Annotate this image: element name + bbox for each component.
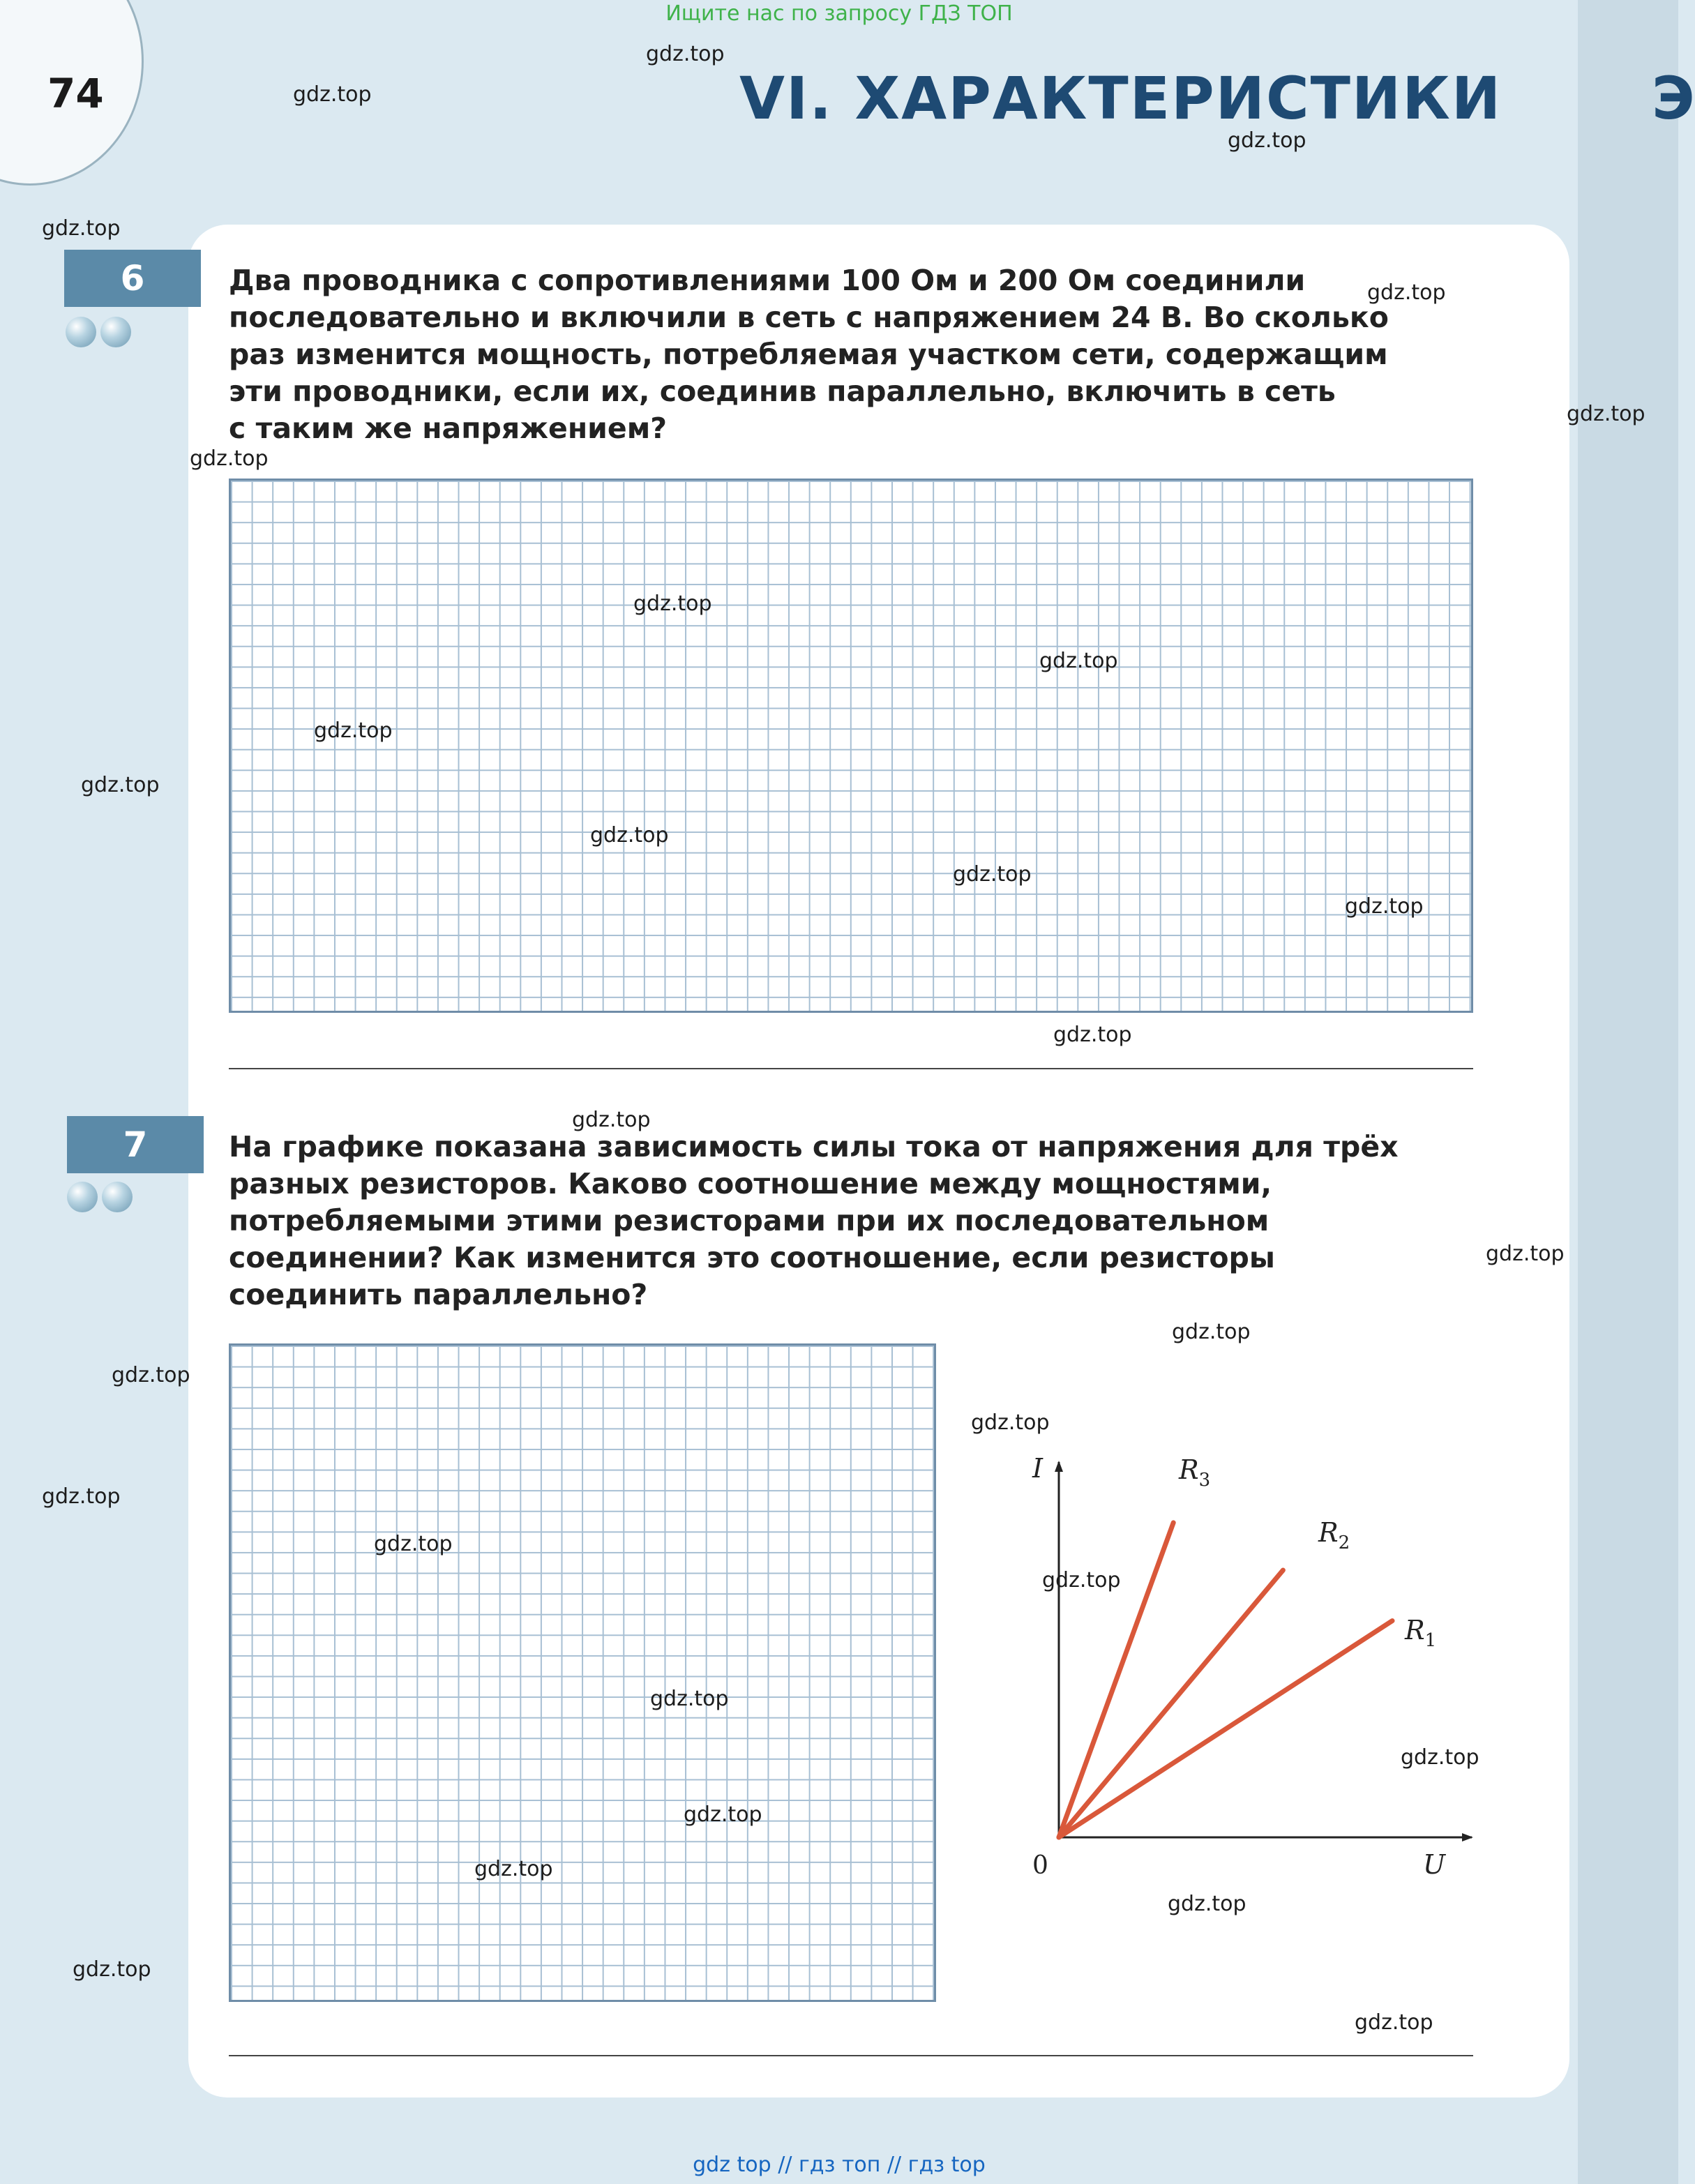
current-voltage-graph — [1004, 1437, 1493, 1897]
task-7-line: соединении? Как изменится это соотношение, если резисторы — [229, 1241, 1275, 1274]
task-6-line: эти проводники, если их, соединив параллельно, включить в сеть — [229, 375, 1336, 408]
task-6-answer-grid[interactable] — [229, 479, 1473, 1013]
watermark: gdz.top — [572, 1108, 651, 1132]
watermark: gdz.top — [1053, 1023, 1132, 1047]
resistor-label-R2: $R_2$ — [1318, 1517, 1350, 1553]
resistor-line-R2 — [1059, 1570, 1283, 1837]
watermark: gdz.top — [374, 1532, 453, 1556]
watermark: gdz.top — [646, 42, 725, 66]
difficulty-dot-icon — [102, 1182, 133, 1212]
watermark: gdz.top — [73, 1957, 151, 1982]
task-7-text — [229, 1129, 1484, 1313]
watermark: gdz.top — [1355, 2010, 1433, 2035]
watermark: gdz.top — [650, 1687, 729, 1711]
task-7-line: На графике показана зависимость силы тока от напряжения для трёх — [229, 1130, 1399, 1163]
watermark: gdz.top — [314, 718, 393, 743]
watermark: gdz.top — [953, 862, 1032, 887]
watermark: gdz.top — [1567, 402, 1645, 426]
task-7-answer-line — [229, 2055, 1473, 2056]
task-6-answer-line — [229, 1068, 1473, 1069]
x-axis-label: U — [1423, 1849, 1446, 1880]
resistor-label-R1: $R_1$ — [1405, 1615, 1437, 1651]
watermark: gdz.top — [1042, 1568, 1121, 1592]
task-7-line: разных резисторов. Каково соотношение между мощностями, — [229, 1167, 1272, 1200]
resistor-label-R3: $R_3$ — [1179, 1454, 1211, 1491]
watermark: gdz.top — [1486, 1242, 1565, 1266]
task-7-line: соединить параллельно? — [229, 1278, 648, 1311]
watermark: gdz.top — [1228, 128, 1306, 153]
watermark: gdz.top — [1345, 894, 1424, 919]
watermark: gdz.top — [590, 823, 669, 848]
watermark: gdz.top — [1168, 1892, 1246, 1916]
task-6-line: раз изменится мощность, потребляемая участком сети, содержащим — [229, 338, 1388, 371]
task-6-line: с таким же напряжением? — [229, 412, 667, 445]
next-page-title-fragment: Э — [1652, 64, 1695, 133]
task-7-answer-grid[interactable] — [229, 1343, 936, 2002]
watermark: gdz.top — [81, 773, 160, 797]
watermark: gdz.top — [1039, 649, 1118, 673]
task-6-number-badge: 6 — [64, 250, 201, 307]
origin-label: 0 — [1032, 1851, 1048, 1880]
watermark: gdz.top — [633, 592, 712, 616]
watermark: gdz.top — [1401, 1745, 1479, 1770]
watermark: gdz.top — [112, 1363, 190, 1387]
chapter-title: VI. ХАРАКТЕРИСТИКИ — [739, 64, 1502, 133]
difficulty-dot-icon — [100, 317, 131, 347]
watermark: gdz.top — [684, 1802, 762, 1827]
resistor-line-R1 — [1059, 1621, 1392, 1837]
watermark: gdz.top — [971, 1410, 1050, 1435]
task-6-text — [229, 262, 1484, 447]
watermark: gdz.top — [42, 1484, 121, 1509]
difficulty-dot-icon — [67, 1182, 98, 1212]
promo-banner[interactable]: Ищите нас по запросу ГДЗ ТОП — [665, 1, 1013, 26]
watermark: gdz.top — [42, 216, 121, 241]
watermark: gdz.top — [1367, 280, 1446, 305]
task-7-number-badge: 7 — [67, 1116, 204, 1173]
y-axis-label: I — [1032, 1453, 1044, 1484]
page-number: 74 — [47, 70, 104, 117]
difficulty-dot-icon — [66, 317, 96, 347]
watermark: gdz.top — [1172, 1320, 1251, 1344]
task-6-line: последовательно и включили в сеть с напряжением 24 В. Во сколько — [229, 301, 1389, 334]
watermark: gdz.top — [190, 446, 269, 471]
watermark: gdz.top — [293, 82, 372, 107]
watermark: gdz.top — [474, 1857, 553, 1881]
task-7-line: потребляемыми этими резисторами при их последовательном — [229, 1204, 1270, 1237]
next-page-edge — [1578, 0, 1678, 2184]
footer-links[interactable]: gdz top // гдз топ // гдз top — [693, 2153, 986, 2177]
task-6-line: Два проводника с сопротивлениями 100 Ом и 200 Ом соединили — [229, 264, 1306, 297]
